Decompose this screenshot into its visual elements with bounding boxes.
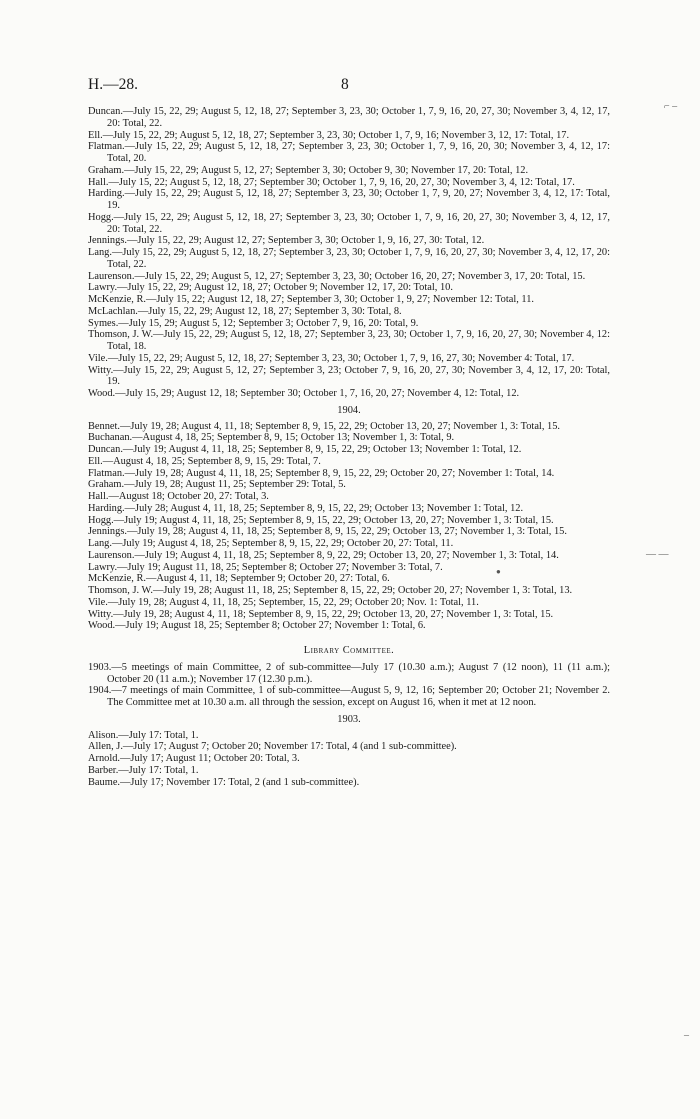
list-item: Buchanan.—August 4, 18, 25; September 8, 9, 15; October 13; November 1, 3: Total, 9. xyxy=(88,432,455,444)
list-item: Graham.—July 15, 22, 29; August 5, 12, 27; September 3, 30; October 9, 30; November 17, 20: Total, 12. xyxy=(88,164,529,176)
list-item: Lawry.—July 15, 22, 29; August 12, 18, 27; October 9; November 12, 17, 20: Total, 10. xyxy=(88,282,453,294)
year-heading-1903: 1903. xyxy=(337,713,361,725)
list-item: Hogg.—July 15, 22, 29; August 5, 12, 18, 27; September 3, 23, 30; October 1, 7, 9, 16, 20, 27, 30; November 3, 4, 12, 17, 20: Total, 22. xyxy=(88,211,610,235)
list-item: Thomson, J. W.—July 19, 28; August 11, 18, 25; September 8, 15, 22, 29; October 20, 27; November 1, 3: Total, 13. xyxy=(88,585,573,596)
list-item: Witty.—July 15, 22, 29; August 5, 12, 27; September 3, 23; October 7, 9, 16, 20, 27, 30; November 3, 4, 12, 17, 20: Total, 19. xyxy=(88,364,610,388)
list-item: Vile.—July 15, 22, 29; August 5, 12, 18, 27; September 3, 23, 30; October 1, 7, 9, 16, 27, 30; November 4: Total, 17. xyxy=(88,352,575,364)
library-committee-notes xyxy=(88,662,610,709)
page-number: 8 xyxy=(341,76,349,93)
list-item: Hogg.—July 19; August 4, 11, 18, 25; September 8, 9, 15, 22, 29; October 13, 20, 27; November 1, 3: Total, 15. xyxy=(88,514,554,526)
document-code: H.—28. xyxy=(88,76,138,93)
list-item: Baume.—July 17; November 17: Total, 2 (and 1 sub-committee). xyxy=(88,776,360,788)
list-item: Arnold.—July 17; August 11; October 20: Total, 3. xyxy=(88,753,300,764)
list-item: Jennings.—July 15, 22, 29; August 12, 27; September 3, 30; October 1, 9, 16, 27, 30: Total, 12. xyxy=(88,235,485,247)
list-item: Lang.—July 19; August 4, 18, 25; September 8, 9, 15, 22, 29; October 20, 27: Total, 11. xyxy=(88,538,454,549)
list-item: Barber.—July 17: Total, 1. xyxy=(88,764,199,776)
page-header xyxy=(88,76,630,96)
list-item: Hall.—July 15, 22; August 5, 12, 18, 27; September 30; October 1, 7, 9, 16, 20, 27, 30; November 3, 4, 12: Total, 17. xyxy=(88,176,575,188)
year-heading-1904: 1904. xyxy=(337,404,361,416)
list-item: Duncan.—July 15, 22, 29; August 5, 12, 18, 27; September 3, 23, 30; October 1, 7, 9, 16, 20, 27, 30; November 3, 4, 12, 17, 20: Total, 22. xyxy=(88,106,610,129)
margin-mark: — — xyxy=(646,549,669,560)
list-item: Flatman.—July 15, 22, 29; August 5, 12, 18, 27; September 3, 23, 30; October 1, 7, 9, 16, 20, 30; November 3, 4, 12, 17: Total, 20. xyxy=(88,141,610,164)
attendance-1904-list xyxy=(88,421,610,633)
list-item: Duncan.—July 19; August 4, 11, 18, 25; September 8, 9, 15, 22, 29; October 13; November 1: Total, 12. xyxy=(88,444,522,455)
list-item: Graham.—July 19, 28; August 11, 25; September 29: Total, 5. xyxy=(88,479,346,491)
list-item: Allen, J.—July 17; August 7; October 20; November 17: Total, 4 (and 1 sub-committee). xyxy=(88,741,457,753)
list-item: Thomson, J. W.—July 15, 22, 29; August 5, 12, 18, 27; September 3, 23, 30; October 1, 7, 9, 16, 20, 27, 30; November 4, 12: Total, 18. xyxy=(88,329,610,352)
list-item: Vile.—July 19, 28; August 4, 11, 18, 25; September, 15, 22, 29; October 20; Nov. 1: Total, 11. xyxy=(88,596,479,608)
list-item: Ell.—July 15, 22, 29; August 5, 12, 18, 27; September 3, 23, 30; October 1, 7, 9, 16; November 3, 12, 17: Total, 17. xyxy=(88,129,570,141)
list-item: Wood.—July 19; August 18, 25; September 8; October 27; November 1: Total, 6. xyxy=(88,620,426,632)
list-item: Witty.—July 19, 28; August 4, 11, 18; September 8, 9, 15, 22, 29; October 13, 20, 27; November 1, 3: Total, 15. xyxy=(88,608,554,620)
list-item: Wood.—July 15, 29; August 12, 18; September 30; October 1, 7, 16, 20, 27; November 4, 12: Total, 12. xyxy=(88,388,520,399)
meeting-note: 1903.—5 meetings of main Committee, 2 of sub-committee—July 17 (10.30 a.m.); August 7 (12 noon), 11 (11 a.m.); October 20 (11 a.m.); November 17 (12.30 p.m.). xyxy=(88,661,610,685)
list-item: Alison.—July 17: Total, 1. xyxy=(88,729,199,741)
library-committee-list xyxy=(88,730,610,789)
section-title-library-committee: Library Committee. xyxy=(303,645,395,656)
list-item: Harding.—July 28; August 4, 11, 18, 25; September 8, 9, 15, 22, 29; October 13; November 1: Total, 12. xyxy=(88,502,524,514)
list-item: McLachlan.—July 15, 22, 29; August 12, 18, 27; September 3, 30: Total, 8. xyxy=(88,305,402,317)
list-item: McKenzie, R.—August 4, 11, 18; September 9; October 20, 27: Total, 6. xyxy=(88,573,390,585)
stray-dot: ● xyxy=(496,567,501,576)
list-item: Lawry.—July 19; August 11, 18, 25; September 8; October 27; November 3: Total, 7. xyxy=(88,561,443,573)
list-item: Laurenson.—July 19; August 4, 11, 18, 25; September 8, 9, 22, 29; October 13, 20, 27; November 1, 3: Total, 14. xyxy=(88,549,559,561)
list-item: Symes.—July 15, 29; August 5, 12; September 3; October 7, 9, 16, 20: Total, 9. xyxy=(88,317,419,329)
attendance-record xyxy=(88,106,610,788)
list-item: Lang.—July 15, 22, 29; August 5, 12, 18, 27; September 3, 23, 30; October 1, 7, 9, 16, 20, 27, 30; November 3, 4, 12, 17, 20: Total, 22. xyxy=(88,247,610,270)
list-item: Harding.—July 15, 22, 29; August 5, 12, 18, 27; September 3, 23, 30; October 1, 7, 9, 20, 27; November 3, 4, 12, 17: Total, 19. xyxy=(88,188,610,211)
list-item: Ell.—August 4, 18, 25; September 8, 9, 15, 29: Total, 7. xyxy=(88,455,321,467)
list-item: McKenzie, R.—July 15, 22; August 12, 18, 27; September 3, 30; October 1, 9, 27; November 12: Total, 11. xyxy=(88,294,535,305)
list-item: Hall.—August 18; October 20, 27: Total, 3. xyxy=(88,491,269,502)
attendance-1903-list xyxy=(88,106,610,400)
list-item: Laurenson.—July 15, 22, 29; August 5, 12, 27; September 3, 23, 30; October 16, 20, 27; November 3, 17, 20: Total, 15. xyxy=(88,270,586,282)
list-item: Jennings.—July 19, 28; August 4, 11, 18, 25; September 8, 9, 15, 22, 29; October 13, 27; November 1, 3: Total, 15. xyxy=(88,526,567,538)
list-item: Bennet.—July 19, 28; August 4, 11, 18; September 8, 9, 15, 22, 29; October 13, 20, 27; November 1, 3: Total, 15. xyxy=(88,420,561,432)
list-item: Flatman.—July 19, 28; August 4, 11, 18, 25; September 8, 9, 15, 22, 29; October 20, 27; November 1: Total, 14. xyxy=(88,467,555,479)
margin-mark: ⌐ – xyxy=(664,101,678,112)
meeting-note: 1904.—7 meetings of main Committee, 1 of sub-committee—August 5, 9, 12, 16; September 20; October 21; November 2. The Committee met at 10.30 a.m. all through the session, except on August 16, when it met at 12 noon. xyxy=(88,685,610,708)
margin-mark: – xyxy=(684,1030,689,1041)
